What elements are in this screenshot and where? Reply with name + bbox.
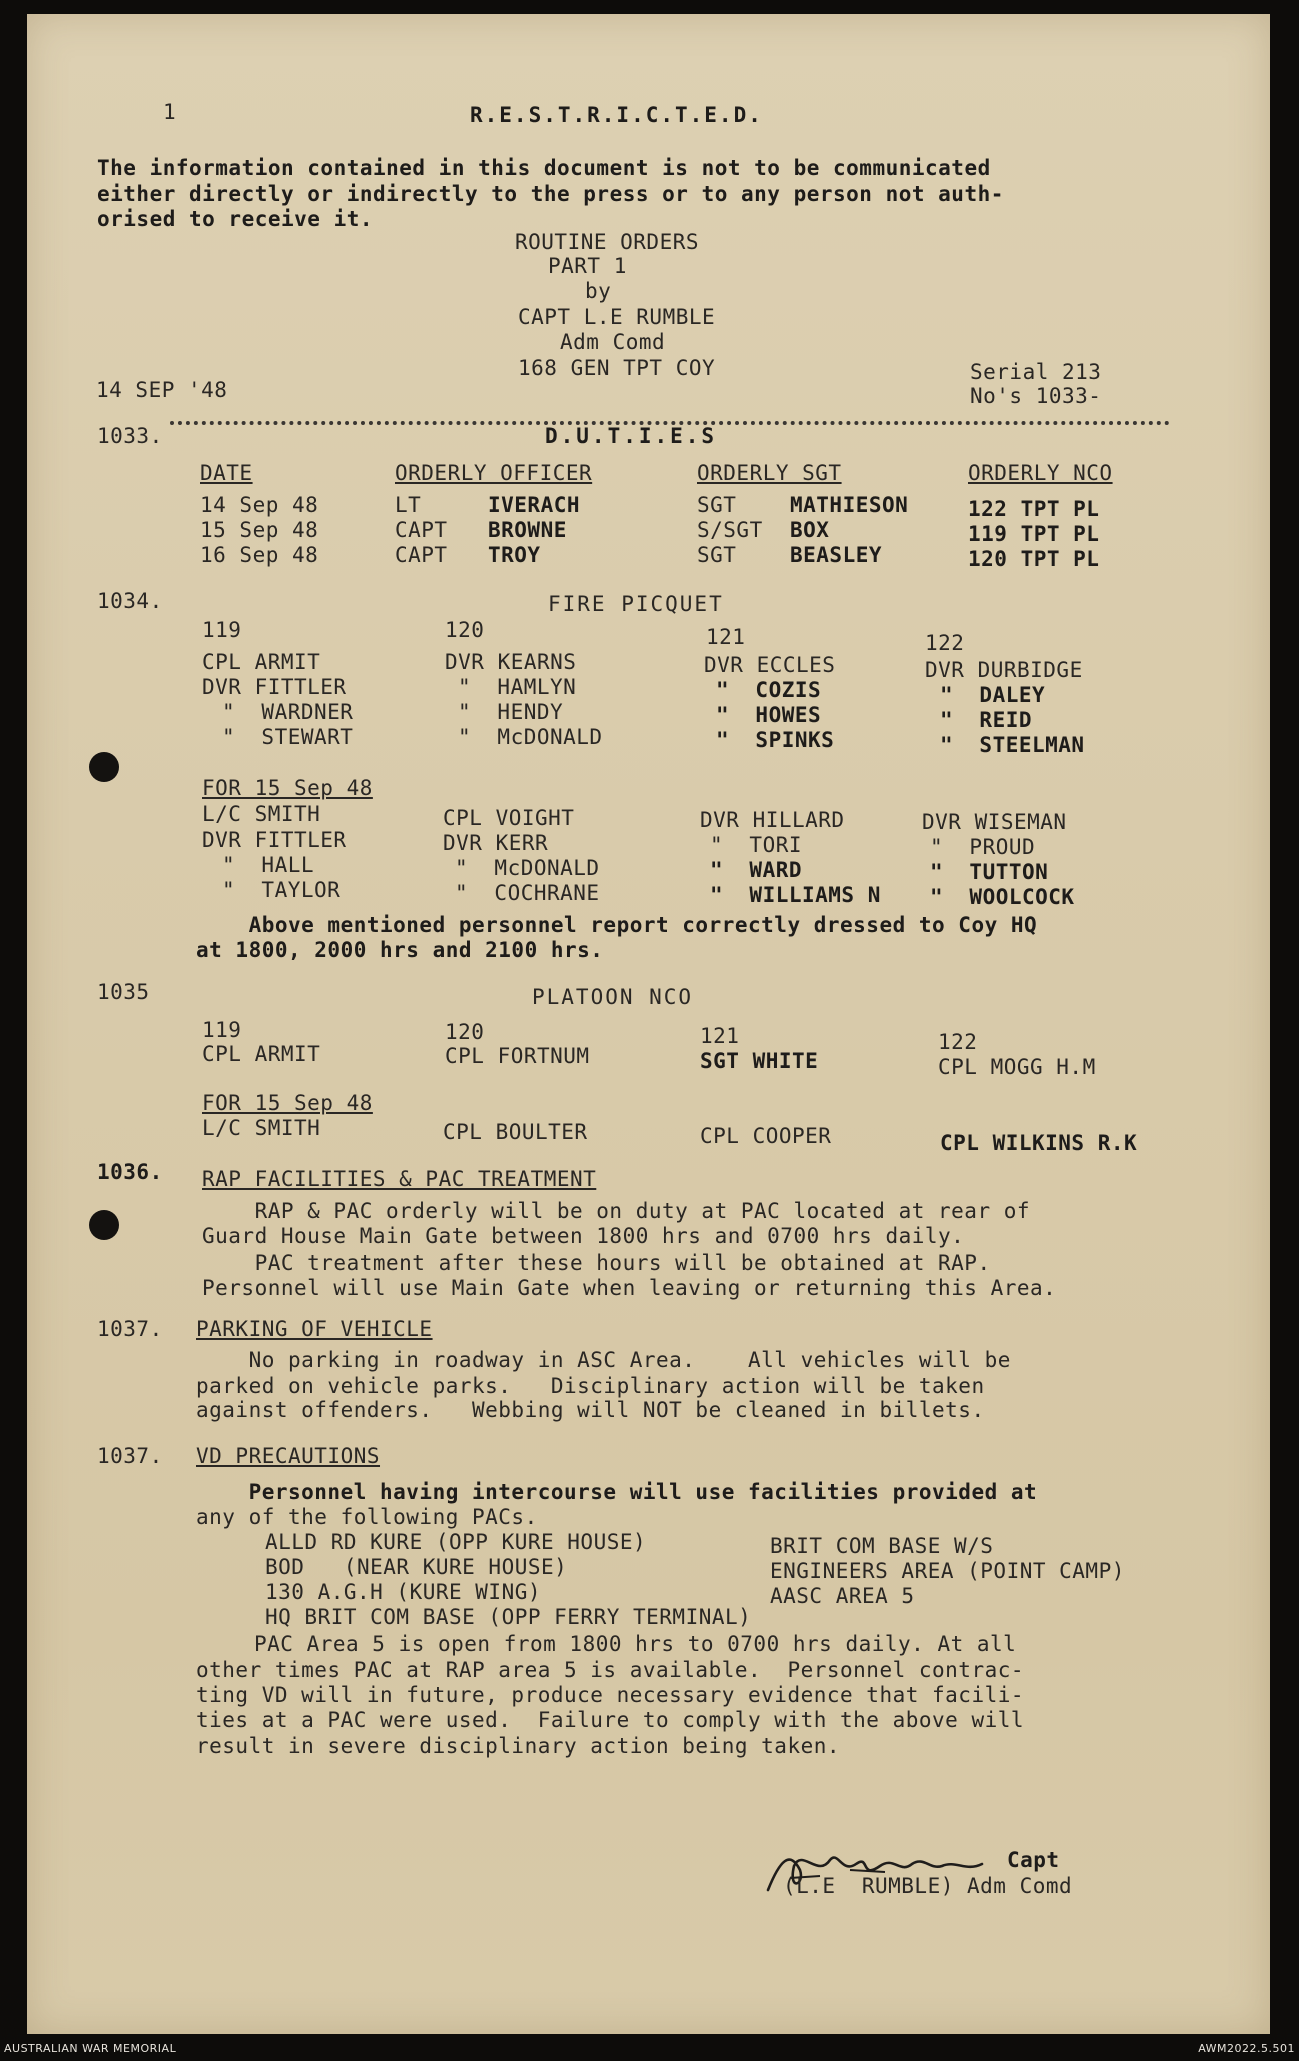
platoon-pl: 122 [938,1030,978,1054]
vd-closing-5: result in severe disciplinary action being taken. [196,1734,841,1758]
vd-intro-2: any of the following PACs. [196,1505,538,1529]
fire-member: DVR KERR [443,831,549,855]
platoon-pl: 119 [202,1018,242,1042]
duties-nco: 119 TPT PL [968,522,1100,546]
fire-heading: FIRE PICQUET [548,592,724,616]
duties-number: 1033. [97,424,163,448]
fire-member: " WOOLCOCK [930,885,1075,909]
duties-sgt-rank: SGT [697,493,737,517]
platoon-heading: PLATOON NCO [532,985,694,1009]
duties-date: 16 Sep 48 [200,543,319,567]
fire-member: " WILLIAMS N [710,883,881,907]
fire-note-line-1: Above mentioned personnel report correctly dressed to Coy HQ [196,913,1038,937]
duties-officer-name: TROY [488,543,541,567]
duties-sgt-name: BEASLEY [790,543,883,567]
fire-member: DVR FITTLER [202,828,347,852]
fire-member: " TAYLOR [222,878,341,902]
platoon-nco: CPL BOULTER [443,1120,588,1144]
signature-rank: Capt [1007,1848,1060,1872]
title-line-1: ROUTINE ORDERS [515,230,700,254]
title-line-3: by [585,279,612,303]
vd-pac-location: 130 A.G.H (KURE WING) [265,1580,542,1604]
platoon-pl: 121 [700,1024,740,1048]
title-line-2: PART 1 [548,254,627,278]
duties-officer-name: IVERACH [488,493,581,517]
fire-pl-122: 122 [925,631,965,655]
parking-heading: PARKING OF VEHICLE [196,1317,433,1341]
platoon-nco: L/C SMITH [202,1116,321,1140]
rap-line-2: Guard House Main Gate between 1800 hrs and 0700 hrs daily. [202,1224,965,1248]
fire-number: 1034. [97,589,163,613]
punch-hole-upper [89,752,119,782]
fire-member: DVR HILLARD [700,808,845,832]
fire-pl-120: 120 [445,618,485,642]
fire-member: DVR ECCLES [704,653,836,677]
rap-number: 1036. [97,1160,163,1184]
fire-member: DVR DURBIDGE [925,658,1083,682]
title-line-4: CAPT L.E RUMBLE [518,305,716,329]
duties-sgt-name: MATHIESON [790,493,909,517]
fire-member: DVR KEARNS [445,650,577,674]
vd-heading: VD PRECAUTIONS [196,1444,381,1468]
fire-member: " TUTTON [930,860,1049,884]
vd-pac-location: ENGINEERS AREA (POINT CAMP) [770,1559,1125,1583]
fire-member: " STEWART [222,725,354,749]
notice-line-3: orised to receive it. [97,207,374,231]
duties-col-officer: ORDERLY OFFICER [395,461,593,485]
duties-officer-name: BROWNE [488,518,567,542]
rap-heading: RAP FACILITIES & PAC TREATMENT [202,1167,597,1191]
fire-member: " DALEY [940,683,1046,707]
fire-member: CPL ARMIT [202,650,321,674]
parking-line-1: No parking in roadway in ASC Area. All vehicles will be [196,1348,1011,1372]
duties-officer-rank: LT [395,493,422,517]
platoon-pl: 120 [445,1020,485,1044]
platoon-for-label: FOR 15 Sep 48 [202,1091,373,1115]
vd-number: 1037. [97,1444,163,1468]
platoon-number: 1035 [97,980,150,1004]
fire-member: " COCHRANE [455,881,600,905]
fire-member: " HENDY [458,700,564,724]
vd-pac-location: BRIT COM BASE W/S [770,1534,994,1558]
order-numbers: No's 1033- [970,384,1102,408]
serial-number: Serial 213 [970,360,1102,384]
fire-member: " WARD [710,858,803,882]
platoon-nco: CPL MOGG H.M [938,1055,1096,1079]
fire-member: " WARDNER [222,700,354,724]
duties-col-nco: ORDERLY NCO [968,461,1113,485]
platoon-nco: CPL WILKINS R.K [940,1131,1138,1155]
duties-sgt-rank: S/SGT [697,518,763,542]
vd-closing-3: ting VD will in future, produce necessary evidence that facili- [196,1683,1025,1707]
notice-line-1: The information contained in this document is not to be communicated [97,156,991,180]
platoon-nco: CPL COOPER [700,1124,832,1148]
platoon-nco: SGT WHITE [700,1049,819,1073]
fire-member: " HOWES [716,703,822,727]
order-date: 14 SEP '48 [96,378,228,402]
parking-line-3: against offenders. Webbing will NOT be cleaned in billets. [196,1398,985,1422]
fire-member: " HAMLYN [458,675,577,699]
fire-pl-119: 119 [202,618,242,642]
parking-line-2: parked on vehicle parks. Disciplinary action will be taken [196,1374,985,1398]
fire-member: DVR FITTLER [202,675,347,699]
fire-member: " PROUD [930,835,1036,859]
vd-pac-location: BOD (NEAR KURE HOUSE) [265,1555,568,1579]
duties-officer-rank: CAPT [395,543,448,567]
fire-note-line-2: at 1800, 2000 hrs and 2100 hrs. [196,938,604,962]
vd-intro-1: Personnel having intercourse will use facilities provided at [196,1480,1038,1504]
fire-member: " McDONALD [455,856,600,880]
duties-sgt-rank: SGT [697,543,737,567]
fire-pl-121: 121 [706,625,746,649]
vd-closing-1: PAC Area 5 is open from 1800 hrs to 0700 hrs daily. At all [254,1632,1017,1656]
fire-member: " TORI [710,833,803,857]
parking-number: 1037. [97,1317,163,1341]
rap-line-4: Personnel will use Main Gate when leaving or returning this Area. [202,1276,1057,1300]
platoon-nco: CPL ARMIT [202,1042,321,1066]
footer-source: AUSTRALIAN WAR MEMORIAL [4,2042,177,2055]
fire-member: " COZIS [716,678,822,702]
fire-member: L/C SMITH [202,802,321,826]
duties-col-sgt: ORDERLY SGT [697,461,842,485]
vd-pac-location: ALLD RD KURE (OPP KURE HOUSE) [265,1530,647,1554]
vd-pac-location: HQ BRIT COM BASE (OPP FERRY TERMINAL) [265,1605,752,1629]
fire-member: DVR WISEMAN [922,810,1067,834]
notice-line-2: either directly or indirectly to the press or to any person not auth- [97,182,1004,206]
fire-member: " HALL [222,853,315,877]
fire-member: " SPINKS [716,728,835,752]
page-mark: 1 [163,100,177,124]
restricted-heading: R.E.S.T.R.I.C.T.E.D. [470,103,763,127]
duties-heading: D.U.T.I.E.S [545,424,718,448]
platoon-nco: CPL FORTNUM [445,1044,590,1068]
punch-hole-lower [89,1210,119,1240]
duties-officer-rank: CAPT [395,518,448,542]
duties-sgt-name: BOX [790,518,830,542]
footer-accession: AWM2022.5.501 [1198,2042,1295,2055]
rap-line-3: PAC treatment after these hours will be obtained at RAP. [202,1251,991,1275]
signature-name-line: (L.E RUMBLE) Adm Comd [783,1874,1073,1898]
duties-nco: 120 TPT PL [968,547,1100,571]
fire-member: " STEELMAN [940,733,1085,757]
duties-date: 14 Sep 48 [200,493,319,517]
title-line-5: Adm Comd [560,330,666,354]
vd-pac-location: AASC AREA 5 [770,1584,915,1608]
fire-member: CPL VOIGHT [443,806,575,830]
fire-member: " REID [940,708,1033,732]
duties-date: 15 Sep 48 [200,518,319,542]
vd-closing-2: other times PAC at RAP area 5 is available. Personnel contrac- [196,1658,1025,1682]
duties-col-date: DATE [200,461,253,485]
fire-member: " McDONALD [458,725,603,749]
duties-nco: 122 TPT PL [968,497,1100,521]
fire-for-label: FOR 15 Sep 48 [202,776,373,800]
rap-line-1: RAP & PAC orderly will be on duty at PAC located at rear of [202,1199,1031,1223]
vd-closing-4: ties at a PAC were used. Failure to comply with the above will [196,1708,1025,1732]
title-line-6: 168 GEN TPT COY [518,356,716,380]
